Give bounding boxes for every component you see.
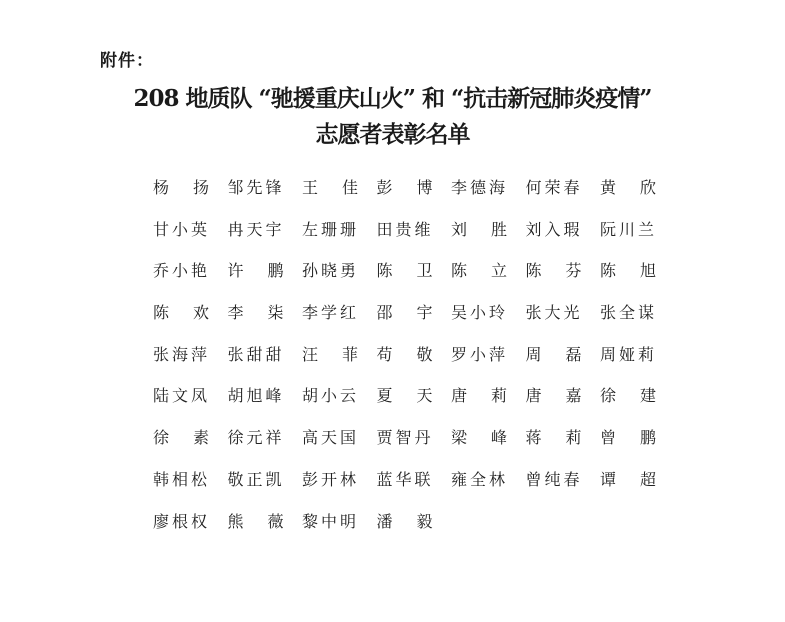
name-entry: 邹先锋 xyxy=(227,178,285,197)
name-entry: 孙晓勇 xyxy=(302,261,360,281)
document-title: 208 地质队 “驰援重庆山火” 和 “抗击新冠肺炎疫情” xyxy=(133,85,652,112)
name-entry: 曾纯春 xyxy=(525,469,583,489)
name-entry: 陈 欢 xyxy=(153,303,209,323)
name-entry: 黄 欣 xyxy=(600,178,656,197)
name-entry: 李 柒 xyxy=(227,303,284,323)
name-entry: 徐元祥 xyxy=(227,428,285,448)
name-entry: 廖根权 xyxy=(153,511,211,531)
name-entry: 陆文凤 xyxy=(153,386,211,406)
name-row xyxy=(153,384,673,426)
name-entry: 何荣春 xyxy=(525,178,583,197)
name-entry: 刘 胜 xyxy=(451,219,507,239)
name-entry: 胡小云 xyxy=(302,386,360,406)
name-entry: 田贵维 xyxy=(376,219,434,239)
name-entry: 韩相松 xyxy=(153,469,211,489)
name-entry: 夏 天 xyxy=(376,386,433,406)
name-entry: 左珊珊 xyxy=(302,219,360,239)
name-row xyxy=(153,343,673,385)
name-entry: 乔小艳 xyxy=(153,261,211,281)
name-entry: 李学红 xyxy=(302,303,360,323)
name-entry: 苟 敬 xyxy=(376,344,433,364)
name-row xyxy=(153,259,673,301)
name-entry: 陈 立 xyxy=(451,261,507,281)
name-entry: 吴小玲 xyxy=(451,303,509,323)
name-entry: 李德海 xyxy=(451,178,509,197)
name-entry: 汪 菲 xyxy=(302,344,358,364)
name-row xyxy=(153,301,673,343)
name-entry: 蒋 莉 xyxy=(525,428,582,448)
name-entry: 许 鹏 xyxy=(227,261,284,281)
name-row xyxy=(153,426,673,468)
name-entry: 谭 超 xyxy=(600,469,656,489)
name-entry: 潘 毅 xyxy=(376,511,433,531)
name-entry: 陈 卫 xyxy=(376,261,433,281)
name-entry: 张甜甜 xyxy=(227,344,285,364)
name-entry: 陈 旭 xyxy=(600,261,656,281)
name-entry: 蓝华联 xyxy=(376,469,434,489)
name-entry: 高天国 xyxy=(302,428,360,448)
name-row xyxy=(153,468,673,510)
name-entry: 敬正凯 xyxy=(227,469,285,489)
name-entry: 徐 素 xyxy=(153,428,209,448)
name-entry: 黎中明 xyxy=(302,511,360,531)
name-entry: 胡旭峰 xyxy=(227,386,285,406)
name-entry: 张大光 xyxy=(525,303,583,323)
name-entry: 罗小萍 xyxy=(451,344,509,364)
name-entry: 梁 峰 xyxy=(451,428,507,448)
attachment-label: 附件： xyxy=(100,51,154,71)
name-entry: 甘小英 xyxy=(153,219,211,239)
name-entry: 张全谋 xyxy=(600,303,658,323)
name-entry: 冉天宇 xyxy=(227,219,285,239)
name-entry: 徐 建 xyxy=(600,386,656,406)
name-entry: 熊 薇 xyxy=(227,511,284,531)
name-entry: 唐 嘉 xyxy=(525,386,582,406)
name-entry: 阮川兰 xyxy=(600,219,658,239)
name-entry: 彭开林 xyxy=(302,469,360,489)
name-entry: 唐 莉 xyxy=(451,386,507,406)
name-entry: 杨 扬 xyxy=(153,178,209,197)
name-entry: 雍全林 xyxy=(451,469,509,489)
name-row xyxy=(153,510,673,552)
name-entry: 陈 芬 xyxy=(525,261,582,281)
name-entry: 贾智丹 xyxy=(376,428,434,448)
name-entry: 周 磊 xyxy=(525,344,582,364)
name-entry: 刘入瑕 xyxy=(525,219,583,239)
name-entry: 周娅莉 xyxy=(600,344,658,364)
name-entry: 曾 鹏 xyxy=(600,428,656,448)
name-entry: 王 佳 xyxy=(302,178,358,197)
name-entry: 邵 宇 xyxy=(376,303,433,323)
document-subtitle: 志愿者表彰名单 xyxy=(315,121,470,148)
name-row xyxy=(153,176,673,218)
name-list xyxy=(153,176,673,551)
name-entry: 张海萍 xyxy=(153,344,211,364)
name-entry: 彭 博 xyxy=(376,178,433,197)
name-row xyxy=(153,218,673,260)
